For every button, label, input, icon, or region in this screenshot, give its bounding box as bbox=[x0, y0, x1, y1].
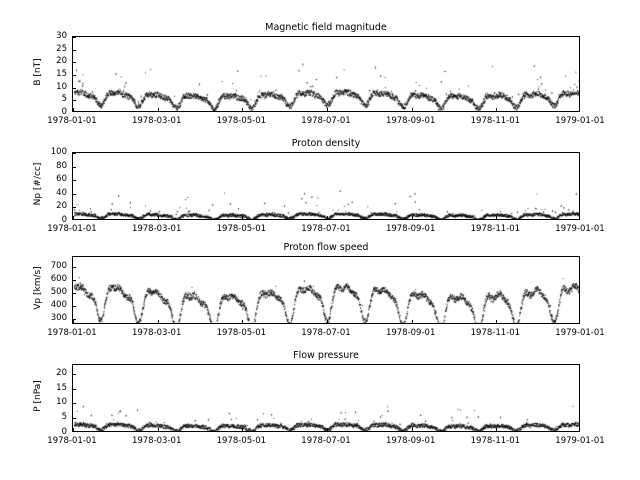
y-tick-label: 600 bbox=[50, 274, 67, 285]
x-tick-mark bbox=[73, 428, 74, 431]
x-tick-mark bbox=[496, 108, 497, 111]
y-tick-mark bbox=[73, 100, 76, 101]
x-tick-label: 1978-05-01 bbox=[216, 116, 267, 126]
y-tick-label: 5 bbox=[61, 412, 67, 423]
x-tick-label: 1978-07-01 bbox=[301, 436, 351, 446]
y-tick-mark bbox=[73, 293, 76, 294]
y-tick-mark bbox=[73, 207, 76, 208]
chart-panel-2 bbox=[33, 242, 605, 338]
x-tick-label: 1978-03-01 bbox=[131, 116, 182, 126]
x-tick-label: 1978-07-01 bbox=[301, 328, 351, 338]
x-tick-label: 1979-01-01 bbox=[555, 436, 605, 446]
x-tick-mark bbox=[496, 428, 497, 431]
y-tick-label: 20 bbox=[56, 201, 67, 212]
x-tick-mark bbox=[73, 108, 74, 111]
x-tick-mark bbox=[327, 428, 328, 431]
y-tick-label: 10 bbox=[56, 397, 67, 408]
plot-area bbox=[72, 256, 580, 324]
x-tick-label: 1978-11-01 bbox=[470, 116, 521, 126]
x-tick-label: 1978-01-01 bbox=[47, 436, 97, 446]
x-tick-label: 1979-01-01 bbox=[555, 116, 605, 126]
x-tick-label: 1978-05-01 bbox=[216, 328, 267, 338]
y-tick-label: 5 bbox=[61, 94, 67, 105]
y-tick-label: 25 bbox=[56, 43, 67, 54]
scatter-points bbox=[73, 365, 580, 432]
x-tick-mark bbox=[496, 320, 497, 323]
x-tick-label: 1978-01-01 bbox=[47, 328, 97, 338]
x-tick-mark bbox=[412, 108, 413, 111]
y-tick-mark bbox=[73, 62, 76, 63]
y-tick-mark bbox=[73, 153, 76, 154]
plot-area bbox=[72, 364, 580, 432]
y-axis-label: Np [#/cc] bbox=[33, 162, 43, 206]
x-tick-mark bbox=[412, 320, 413, 323]
y-tick-label: 40 bbox=[56, 187, 67, 198]
x-tick-mark bbox=[158, 108, 159, 111]
y-tick-mark bbox=[73, 374, 76, 375]
x-tick-label: 1978-07-01 bbox=[301, 224, 351, 234]
y-tick-mark bbox=[73, 167, 76, 168]
panel-title: Magnetic field magnitude bbox=[265, 22, 387, 33]
y-tick-label: 60 bbox=[56, 174, 67, 185]
x-tick-mark bbox=[412, 428, 413, 431]
plot-area bbox=[72, 152, 580, 220]
y-tick-label: 0 bbox=[61, 215, 67, 225]
x-tick-label: 1978-03-01 bbox=[131, 328, 182, 338]
y-tick-label: 10 bbox=[56, 81, 67, 92]
y-tick-mark bbox=[73, 280, 76, 281]
scatter-points bbox=[73, 257, 580, 324]
scatter-points bbox=[73, 37, 580, 112]
y-tick-label: 400 bbox=[50, 299, 67, 310]
panel-title: Proton density bbox=[291, 138, 361, 149]
x-tick-mark bbox=[73, 320, 74, 323]
x-tick-label: 1978-05-01 bbox=[216, 224, 267, 234]
y-tick-mark bbox=[73, 267, 76, 268]
x-tick-mark bbox=[242, 216, 243, 219]
x-tick-label: 1978-05-01 bbox=[216, 436, 267, 446]
panel-title: Flow pressure bbox=[293, 350, 359, 361]
y-tick-label: 300 bbox=[50, 312, 67, 323]
plot-area bbox=[72, 36, 580, 112]
x-tick-mark bbox=[242, 320, 243, 323]
y-tick-label: 80 bbox=[56, 160, 67, 171]
y-tick-mark bbox=[73, 403, 76, 404]
x-tick-mark bbox=[327, 320, 328, 323]
x-tick-mark bbox=[496, 216, 497, 219]
y-tick-label: 20 bbox=[56, 56, 67, 67]
y-tick-mark bbox=[73, 180, 76, 181]
chart-panel-0 bbox=[33, 22, 605, 126]
x-tick-mark bbox=[242, 108, 243, 111]
y-tick-mark bbox=[73, 37, 76, 38]
y-tick-label: 500 bbox=[50, 286, 67, 297]
panel-title: Proton flow speed bbox=[283, 242, 369, 253]
x-tick-label: 1978-01-01 bbox=[47, 224, 97, 234]
x-tick-mark bbox=[158, 428, 159, 431]
x-tick-label: 1978-11-01 bbox=[470, 436, 521, 446]
y-tick-mark bbox=[73, 306, 76, 307]
y-tick-mark bbox=[73, 88, 76, 89]
y-tick-label: 30 bbox=[56, 31, 67, 41]
chart-panel-3 bbox=[33, 350, 605, 446]
x-tick-label: 1978-07-01 bbox=[301, 116, 351, 126]
x-tick-label: 1978-09-01 bbox=[385, 436, 436, 446]
y-tick-mark bbox=[73, 389, 76, 390]
chart-panel-1 bbox=[33, 138, 605, 234]
x-tick-label: 1978-01-01 bbox=[47, 116, 97, 126]
x-tick-label: 1978-11-01 bbox=[470, 224, 521, 234]
y-tick-label: 0 bbox=[61, 107, 67, 117]
x-tick-mark bbox=[327, 216, 328, 219]
y-tick-label: 15 bbox=[56, 382, 67, 393]
x-tick-mark bbox=[158, 216, 159, 219]
y-tick-mark bbox=[73, 50, 76, 51]
scatter-points bbox=[73, 153, 580, 220]
x-tick-label: 1978-03-01 bbox=[131, 224, 182, 234]
y-tick-mark bbox=[73, 75, 76, 76]
x-tick-mark bbox=[327, 108, 328, 111]
x-tick-label: 1978-09-01 bbox=[385, 116, 436, 126]
y-axis-label: Vp [km/s] bbox=[33, 266, 43, 310]
y-tick-label: 20 bbox=[56, 367, 67, 378]
x-tick-mark bbox=[73, 216, 74, 219]
y-tick-label: 0 bbox=[61, 427, 67, 437]
x-tick-mark bbox=[412, 216, 413, 219]
x-tick-label: 1978-09-01 bbox=[385, 224, 436, 234]
x-tick-mark bbox=[242, 428, 243, 431]
x-tick-mark bbox=[158, 320, 159, 323]
y-tick-mark bbox=[73, 418, 76, 419]
x-tick-label: 1979-01-01 bbox=[555, 328, 605, 338]
y-tick-label: 15 bbox=[56, 69, 67, 79]
y-axis-label: P [nPa] bbox=[33, 380, 43, 412]
y-tick-label: 700 bbox=[50, 261, 67, 272]
x-tick-label: 1978-09-01 bbox=[385, 328, 436, 338]
x-tick-label: 1979-01-01 bbox=[555, 224, 605, 234]
y-tick-mark bbox=[73, 194, 76, 195]
y-axis-label: B [nT] bbox=[33, 58, 43, 86]
y-tick-label: 100 bbox=[50, 147, 67, 157]
x-tick-label: 1978-03-01 bbox=[131, 436, 182, 446]
x-tick-label: 1978-11-01 bbox=[470, 328, 521, 338]
